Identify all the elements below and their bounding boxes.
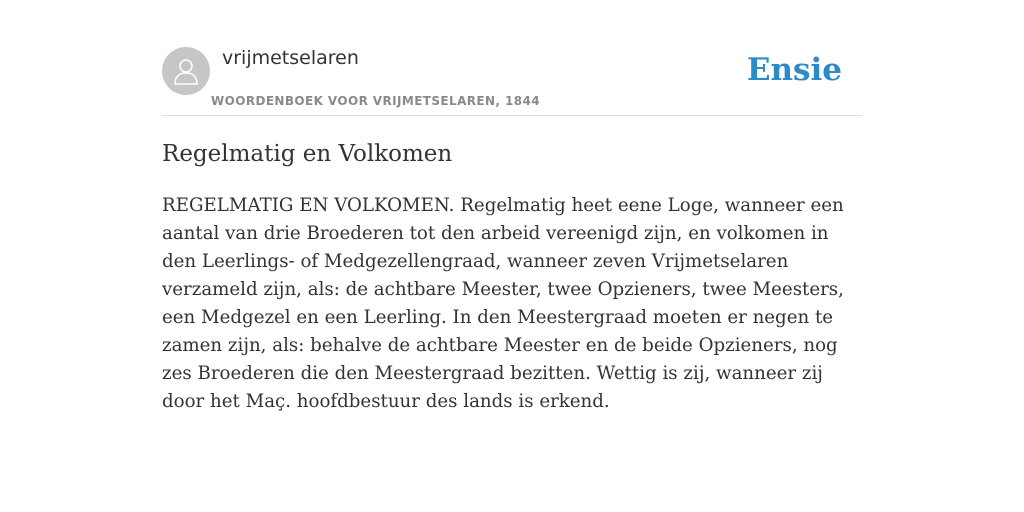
- ensie-logo[interactable]: Ensie: [746, 52, 842, 88]
- user-icon: [172, 56, 200, 86]
- author-name[interactable]: vrijmetselaren: [222, 47, 359, 69]
- entry-body: REGELMATIG EN VOLKOMEN. Regelmatig heet eene Loge, wanneer een aantal van drie Broederen tot den arbeid vereenigd zijn, en volkomen in den Leerlings- of Medgezellengraad, wanneer zeven Vrijmetselaren verzameld zijn, als: de achtbare Meester, twee Opzieners, twee Meesters, een Medgezel en een Leerling. In den Meestergraad moeten er negen te zamen zijn, als: behalve de achtbare Meester en de beide Opzieners, nog zes Broederen die den Meestergraad bezitten. Wettig is zij, wanneer zij door het Maç. hoofdbestuur des lands is erkend.: [162, 195, 844, 412]
- entry-header: [162, 46, 862, 116]
- entry-title: Regelmatig en Volkomen: [162, 141, 453, 167]
- author-avatar[interactable]: [162, 47, 210, 95]
- source-title[interactable]: WOORDENBOEK VOOR VRIJMETSELAREN, 1844: [211, 94, 540, 108]
